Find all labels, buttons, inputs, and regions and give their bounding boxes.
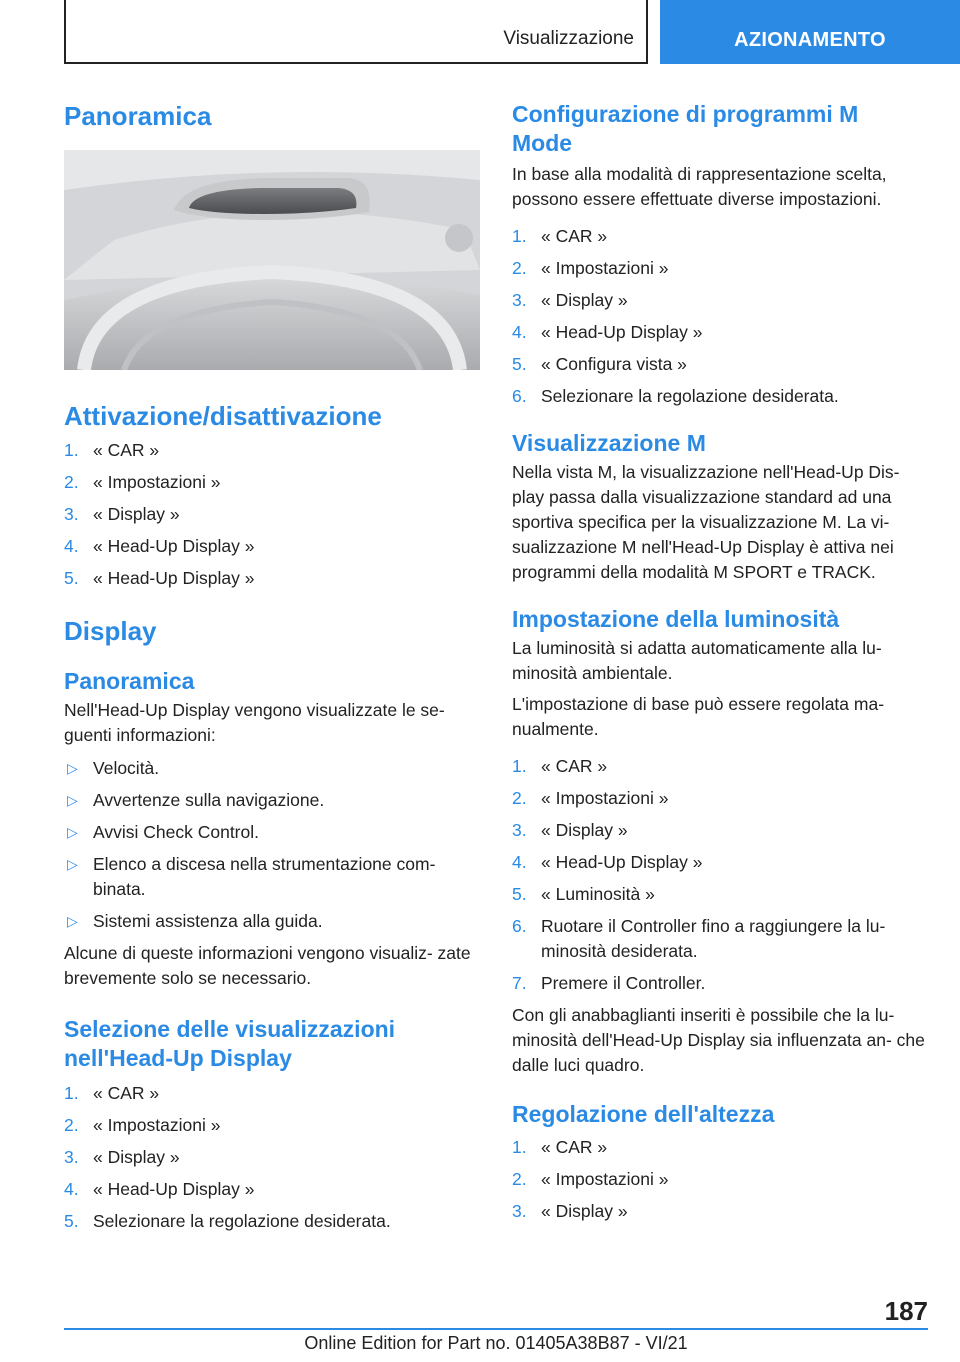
step-number: 2. — [512, 258, 527, 278]
list-item — [64, 852, 480, 902]
attivazione-steps — [64, 438, 480, 591]
list-item — [64, 820, 480, 845]
panoramica-note: Alcune di queste informazioni vengono visualiz- zate brevemente solo se necessario. — [64, 943, 471, 988]
step-text: « CAR » — [541, 1137, 608, 1157]
list-item — [512, 384, 928, 409]
step-number: 3. — [512, 1201, 527, 1221]
list-item — [64, 470, 480, 495]
step-number: 1. — [512, 226, 527, 246]
list-item — [512, 971, 928, 996]
config-steps — [512, 224, 928, 409]
list-item — [512, 882, 928, 907]
step-text: « Impostazioni » — [93, 1115, 221, 1135]
step-text: « CAR » — [93, 440, 160, 460]
step-number: 5. — [512, 884, 527, 904]
step-number: 4. — [512, 852, 527, 872]
step-number: 1. — [512, 1137, 527, 1157]
list-item — [64, 438, 480, 463]
list-item — [64, 756, 480, 781]
triangle-bullet-icon: ▷ — [67, 824, 78, 840]
head-up-display-photo — [64, 150, 480, 370]
triangle-bullet-icon: ▷ — [67, 760, 78, 776]
list-item — [512, 256, 928, 281]
step-text: « Display » — [541, 290, 628, 310]
step-number: 6. — [512, 386, 527, 406]
step-number: 2. — [512, 788, 527, 808]
list-item — [64, 502, 480, 527]
step-text: « Head-Up Display » — [541, 852, 703, 872]
step-text: « Impostazioni » — [541, 1169, 669, 1189]
triangle-bullet-icon: ▷ — [67, 856, 78, 872]
lum-text-1: La luminosità si adatta automaticamente alla lu- minosità ambientale. — [512, 638, 882, 683]
list-item — [64, 1209, 480, 1234]
subheading-selezione: Selezione delle visualizzazioni nell'Head-Up Display — [64, 1016, 396, 1071]
step-text: « Configura vista » — [541, 354, 687, 374]
triangle-bullet-icon: ▷ — [67, 792, 78, 808]
header-chapter-tab[interactable] — [660, 0, 960, 64]
step-text: « Display » — [541, 820, 628, 840]
list-item — [512, 224, 928, 249]
panoramica-items — [64, 756, 480, 934]
list-item — [64, 1177, 480, 1202]
list-item — [64, 534, 480, 559]
list-item — [512, 320, 928, 345]
triangle-bullet-icon: ▷ — [67, 913, 78, 929]
step-text: « Impostazioni » — [541, 258, 669, 278]
heading-display: Display — [64, 616, 157, 646]
list-item — [512, 914, 928, 964]
config-text: In base alla modalità di rappresentazione scelta, possono essere effettuate diverse impostazioni. — [512, 164, 887, 209]
left-column — [64, 98, 480, 1241]
list-item — [512, 850, 928, 875]
step-number: 5. — [512, 354, 527, 374]
lum-text-2: L'impostazione di base può essere regolata ma- nualmente. — [512, 694, 885, 739]
step-text: Ruotare il Controller fino a raggiungere la lu- minosità desiderata. — [541, 916, 886, 961]
header-chapter-label: AZIONAMENTO — [734, 29, 886, 51]
step-number: 2. — [64, 1115, 79, 1135]
subheading-altezza: Regolazione dell'altezza — [512, 1101, 775, 1127]
list-item — [512, 818, 928, 843]
page-number: 187 — [884, 1296, 928, 1326]
footer-edition: Online Edition for Part no. 01405A38B87 - VI/21 — [304, 1333, 688, 1353]
step-text: « Head-Up Display » — [541, 322, 703, 342]
step-number: 6. — [512, 916, 527, 936]
heading-panoramica: Panoramica — [64, 101, 212, 131]
step-text: « Impostazioni » — [93, 472, 221, 492]
hud-illustration — [64, 150, 480, 370]
step-number: 2. — [512, 1169, 527, 1189]
list-item — [512, 786, 928, 811]
step-number: 5. — [64, 568, 79, 588]
list-item — [512, 1199, 928, 1224]
step-text: « Luminosità » — [541, 884, 655, 904]
item-text: Velocità. — [93, 758, 160, 778]
step-text: « Display » — [93, 504, 180, 524]
list-item — [64, 1145, 480, 1170]
step-number: 4. — [64, 536, 79, 556]
step-number: 3. — [64, 504, 79, 524]
list-item — [512, 1135, 928, 1160]
subheading-panoramica: Panoramica — [64, 668, 195, 694]
selezione-steps — [64, 1081, 480, 1234]
step-number: 2. — [64, 472, 79, 492]
step-number: 5. — [64, 1211, 79, 1231]
step-number: 4. — [64, 1179, 79, 1199]
subheading-visualizzazione-m: Visualizzazione M — [512, 430, 706, 456]
subheading-luminosita: Impostazione della luminosità — [512, 606, 840, 632]
item-text: Sistemi assistenza alla guida. — [93, 911, 323, 931]
panoramica-text: Nell'Head-Up Display vengono visualizzate le se- guenti informazioni: — [64, 700, 445, 745]
heading-attivazione: Attivazione/disattivazione — [64, 401, 382, 431]
item-text: Avvertenze sulla navigazione. — [93, 790, 325, 810]
step-number: 1. — [64, 1083, 79, 1103]
subheading-config: Configurazione di programmi M Mode — [512, 101, 859, 156]
list-item — [64, 909, 480, 934]
lum-steps — [512, 754, 928, 996]
step-text: « CAR » — [541, 756, 608, 776]
list-item — [512, 352, 928, 377]
lum-note: Con gli anabbaglianti inseriti è possibile che la lu- minosità dell'Head-Up Display sia influenzata an- che dalle luci quadro. — [512, 1005, 925, 1075]
step-text: « Display » — [541, 1201, 628, 1221]
step-text: « Head-Up Display » — [93, 536, 255, 556]
item-text: Avvisi Check Control. — [93, 822, 259, 842]
list-item — [64, 1081, 480, 1106]
altezza-steps — [512, 1135, 928, 1224]
item-text: Elenco a discesa nella strumentazione com- binata. — [93, 854, 436, 899]
vis-m-text: Nella vista M, la visualizzazione nell'Head-Up Dis- play passa dalla visualizzazione standard ad una sportiva specifica per la visualizzazione M. La vi- sualizzazione M nell'Head-Up Display è attiva nei programmi della modalità M SPORT e TRACK. — [512, 462, 900, 582]
right-column — [512, 100, 928, 1231]
footer-divider — [64, 1328, 928, 1330]
step-text: Premere il Controller. — [541, 973, 706, 993]
header-section-box — [64, 0, 648, 64]
step-text: « Impostazioni » — [541, 788, 669, 808]
step-number: 1. — [64, 440, 79, 460]
list-item — [512, 754, 928, 779]
list-item — [64, 1113, 480, 1138]
step-text: « CAR » — [93, 1083, 160, 1103]
step-number: 7. — [512, 973, 527, 993]
step-number: 3. — [64, 1147, 79, 1167]
step-text: « Display » — [93, 1147, 180, 1167]
step-number: 3. — [512, 820, 527, 840]
step-text: Selezionare la regolazione desiderata. — [93, 1211, 391, 1231]
step-text: Selezionare la regolazione desiderata. — [541, 386, 839, 406]
list-item — [64, 788, 480, 813]
list-item — [512, 288, 928, 313]
step-text: « Head-Up Display » — [93, 1179, 255, 1199]
header-section-title: Visualizzazione — [503, 28, 634, 49]
step-text: « CAR » — [541, 226, 608, 246]
step-number: 4. — [512, 322, 527, 342]
step-text: « Head-Up Display » — [93, 568, 255, 588]
list-item — [512, 1167, 928, 1192]
step-number: 3. — [512, 290, 527, 310]
step-number: 1. — [512, 756, 527, 776]
list-item — [64, 566, 480, 591]
